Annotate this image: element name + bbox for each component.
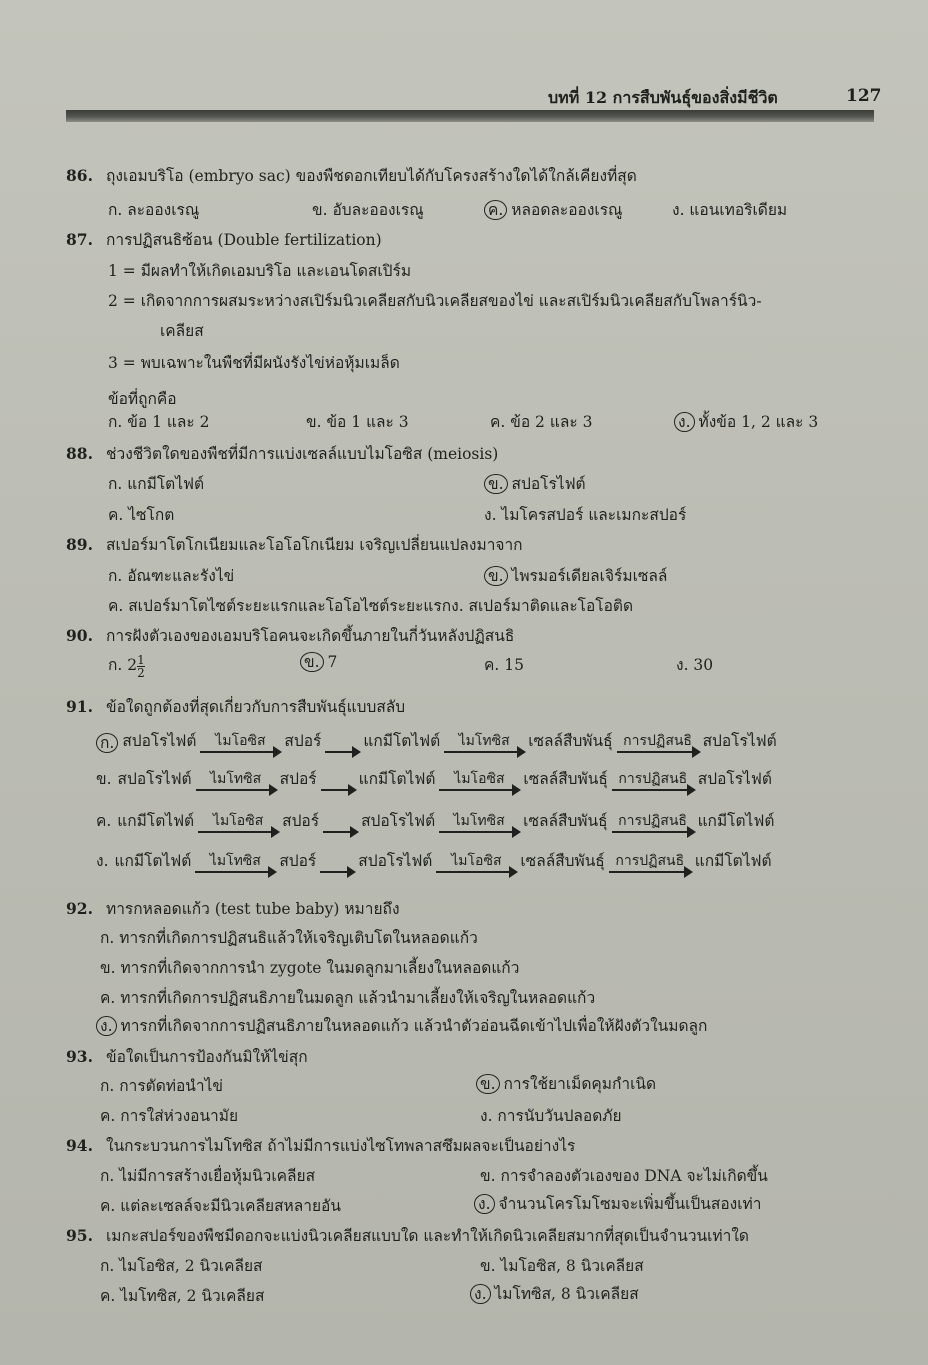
q90-option-a bbox=[108, 652, 145, 679]
q90-option-b bbox=[300, 652, 337, 672]
q87-statement-2-cont: เคลียส bbox=[160, 322, 204, 340]
q91-option-row bbox=[96, 808, 774, 833]
answer-circle: ง. bbox=[96, 1016, 117, 1036]
arrow-shaft bbox=[444, 751, 524, 753]
question-88 bbox=[66, 441, 498, 466]
page-number: 127 bbox=[846, 86, 882, 106]
chapter-title: บทที่ 12 การสืบพันธุ์ของสิ่งมีชีวิต bbox=[548, 88, 778, 107]
question-text: ข้อใดเป็นการป้องกันมิให้ไข่สุก bbox=[106, 1048, 308, 1066]
q88-option-b bbox=[484, 471, 586, 496]
arrow-shaft bbox=[439, 789, 519, 791]
q86-option-a: ก. ละอองเรณู bbox=[108, 201, 200, 219]
flow-arrow bbox=[323, 813, 357, 833]
flow-stage: แกมีโตไฟต์ bbox=[363, 732, 441, 750]
question-text: ในกระบวนการไมโทซิส ถ้าไม่มีการแบ่งไซโทพลาสซึมผลจะเป็นอย่างไร bbox=[106, 1137, 576, 1155]
q90-option-d: ง. 30 bbox=[676, 656, 714, 674]
flow-stage: แกมีโตไฟต์ bbox=[114, 852, 192, 870]
question-number: 93. bbox=[66, 1047, 93, 1066]
flow-arrow bbox=[617, 733, 699, 753]
option-text: การใช้ยาเม็ดคุมกำเนิด bbox=[503, 1075, 657, 1093]
arrow-shaft bbox=[321, 789, 355, 791]
q87-statement-1: 1 = มีผลทำให้เกิดเอมบริโอ และเอนโดสเปิร์ม bbox=[108, 262, 412, 280]
q87-statement-2: 2 = เกิดจากการผสมระหว่างสเปิร์มนิวเคลียสกับนิวเคลียสของไข่ และสเปิร์มนิวเคลียสกับโพลาร์นิว- bbox=[108, 292, 762, 310]
arrow-shaft bbox=[198, 831, 278, 833]
q94-option-d bbox=[474, 1191, 761, 1216]
arrow-shaft bbox=[612, 789, 694, 791]
answer-circle: ข. bbox=[300, 652, 324, 672]
arrow-label: ไมโอซิส bbox=[451, 853, 502, 869]
answer-circle: ง. bbox=[474, 1194, 495, 1214]
flow-stage: เซลล์สืบพันธุ์ bbox=[528, 732, 613, 750]
q94-option-a: ก. ไม่มีการสร้างเยื่อหุ้มนิวเคลียส bbox=[100, 1167, 316, 1185]
q87-option-b: ข. ข้อ 1 และ 3 bbox=[306, 413, 409, 431]
q89-option-a: ก. อัณฑะและรังไข่ bbox=[108, 567, 235, 585]
question-number: 90. bbox=[66, 626, 93, 645]
fraction-denominator: 2 bbox=[137, 665, 145, 680]
flow-arrow bbox=[612, 771, 694, 791]
q95-option-c: ค. ไมโทซิส, 2 นิวเคลียส bbox=[100, 1287, 265, 1305]
flow-stage: แกมีโตไฟต์ bbox=[697, 812, 775, 830]
q87-option-c: ค. ข้อ 2 และ 3 bbox=[490, 413, 593, 431]
arrow-shaft bbox=[200, 751, 280, 753]
q88-option-d: ง. ไมโครสปอร์ และเมกะสปอร์ bbox=[484, 506, 687, 524]
q88-option-a: ก. แกมีโตไฟต์ bbox=[108, 475, 205, 493]
flow-stage: สปอร์ bbox=[279, 852, 317, 870]
q95-option-b: ข. ไมโอซิส, 8 นิวเคลียส bbox=[480, 1257, 644, 1275]
arrow-label: ไมโอซิส bbox=[213, 813, 264, 829]
answer-circle: ก. bbox=[96, 733, 118, 753]
q93-option-d: ง. การนับวันปลอดภัย bbox=[480, 1107, 622, 1125]
arrow-label: การปฏิสนธิ bbox=[615, 853, 685, 869]
option-mark: ข. bbox=[96, 770, 112, 788]
question-number: 87. bbox=[66, 230, 93, 249]
question-text: ทารกหลอดแก้ว (test tube baby) หมายถึง bbox=[106, 900, 400, 918]
option-text: จำนวนโครโมโซมจะเพิ่มขึ้นเป็นสองเท่า bbox=[498, 1195, 762, 1213]
q87-option-a: ก. ข้อ 1 และ 2 bbox=[108, 413, 210, 431]
q92-option-a: ก. ทารกที่เกิดการปฏิสนธิแล้วให้เจริญเติบโตในหลอดแก้ว bbox=[100, 929, 478, 947]
flow-stage: เซลล์สืบพันธุ์ bbox=[520, 852, 605, 870]
q92-option-b: ข. ทารกที่เกิดจากการนำ zygote ในมดลูกมาเลี้ยงในหลอดแก้ว bbox=[100, 959, 520, 977]
answer-circle: ข. bbox=[484, 474, 508, 494]
flow-stage: สปอโรไฟต์ bbox=[117, 770, 192, 788]
question-93 bbox=[66, 1044, 308, 1069]
option-text: ทั้งข้อ 1, 2 และ 3 bbox=[698, 413, 819, 431]
flow-arrow bbox=[200, 733, 280, 753]
question-text: การปฏิสนธิซ้อน (Double fertilization) bbox=[106, 231, 382, 249]
flow-arrow bbox=[444, 733, 524, 753]
q91-option-row bbox=[96, 766, 772, 791]
arrow-label: การปฏิสนธิ bbox=[618, 813, 687, 829]
q94-option-b: ข. การจำลองตัวเองของ DNA จะไม่เกิดขึ้น bbox=[480, 1167, 768, 1185]
flow-arrow bbox=[612, 813, 694, 833]
answer-circle: ข. bbox=[484, 566, 508, 586]
flow-arrow bbox=[195, 853, 275, 873]
question-text: ข้อใดถูกต้องที่สุดเกี่ยวกับการสืบพันธุ์แบบสลับ bbox=[106, 698, 406, 716]
arrow-label: การปฏิสนธิ bbox=[618, 771, 688, 787]
question-number: 91. bbox=[66, 697, 93, 716]
arrow-shaft bbox=[612, 831, 694, 833]
option-text: ไพรมอร์เดียลเจิร์มเซลล์ bbox=[511, 567, 668, 585]
flow-stage: สปอร์ bbox=[279, 770, 317, 788]
header-rule bbox=[66, 110, 874, 122]
q95-option-d bbox=[470, 1281, 639, 1306]
arrow-label: ไมโทซิส bbox=[453, 813, 505, 829]
q90-option-c: ค. 15 bbox=[484, 656, 524, 674]
question-91 bbox=[66, 694, 405, 719]
q94-option-c: ค. แต่ละเซลล์จะมีนิวเคลียสหลายอัน bbox=[100, 1197, 341, 1215]
question-number: 94. bbox=[66, 1136, 93, 1155]
arrow-label: ไมโทซิส bbox=[458, 733, 510, 749]
flow-stage: สปอโรไฟต์ bbox=[697, 770, 772, 788]
option-mark: ค. bbox=[96, 812, 112, 830]
q86-option-c bbox=[484, 197, 622, 222]
question-89 bbox=[66, 532, 523, 557]
option-text: 7 bbox=[327, 653, 338, 671]
q91-option-row bbox=[96, 848, 772, 873]
q89-option-c-d: ค. สเปอร์มาโตไซต์ระยะแรกและโอโอไซต์ระยะแรกง. สเปอร์มาติดและโอโอติด bbox=[108, 597, 634, 615]
q93-option-a: ก. การตัดท่อนำไข่ bbox=[100, 1077, 224, 1095]
flow-stage: สปอโรไฟต์ bbox=[358, 852, 433, 870]
q88-option-c: ค. ไซโกต bbox=[108, 506, 175, 524]
q87-option-d bbox=[674, 409, 818, 434]
arrow-label: ไมโทซิส bbox=[210, 771, 262, 787]
answer-circle: ง. bbox=[674, 412, 695, 432]
q87-statement-3: 3 = พบเฉพาะในพืชที่มีผนังรังไข่ห่อหุ้มเมล็ด bbox=[108, 354, 400, 372]
arrow-shaft bbox=[325, 751, 359, 753]
question-87 bbox=[66, 227, 382, 252]
question-number: 92. bbox=[66, 899, 93, 918]
question-92 bbox=[66, 896, 400, 921]
option-text: หลอดละอองเรณู bbox=[511, 201, 623, 219]
arrow-label: ไมโอซิส bbox=[454, 771, 505, 787]
flow-arrow bbox=[439, 771, 519, 791]
question-95 bbox=[66, 1223, 749, 1248]
q87-prompt: ข้อที่ถูกคือ bbox=[108, 390, 177, 408]
flow-stage: สปอร์ bbox=[282, 812, 320, 830]
arrow-shaft bbox=[195, 871, 275, 873]
q92-option-d bbox=[96, 1013, 707, 1038]
question-number: 88. bbox=[66, 444, 93, 463]
arrow-shaft bbox=[439, 831, 519, 833]
arrow-shaft bbox=[617, 751, 699, 753]
flow-arrow bbox=[439, 813, 519, 833]
flow-arrow bbox=[198, 813, 278, 833]
arrow-label: ไมโทซิส bbox=[209, 853, 261, 869]
question-number: 89. bbox=[66, 535, 93, 554]
q86-option-b: ข. อับละอองเรณู bbox=[312, 201, 424, 219]
question-86 bbox=[66, 163, 637, 188]
flow-stage: เซลล์สืบพันธุ์ bbox=[523, 812, 608, 830]
flow-stage: สปอโรไฟต์ bbox=[702, 732, 777, 750]
arrow-shaft bbox=[323, 831, 357, 833]
q89-option-b bbox=[484, 563, 667, 588]
answer-circle: ข. bbox=[476, 1074, 500, 1094]
question-text: การฝังตัวเองของเอมบริโอคนจะเกิดขึ้นภายในกี่วันหลังปฏิสนธิ bbox=[106, 627, 515, 645]
option-text: ทารกที่เกิดจากการปฏิสนธิภายในหลอดแก้ว แล้วนำตัวอ่อนฉีดเข้าไปเพื่อให้ฝังตัวในมดลูก bbox=[120, 1017, 708, 1035]
fraction-numerator: 1 bbox=[137, 652, 145, 667]
q86-option-d: ง. แอนเทอริเดียม bbox=[672, 201, 788, 219]
question-text: สเปอร์มาโตโกเนียมและโอโอโกเนียม เจริญเปลี่ยนแปลงมาจาก bbox=[106, 536, 523, 554]
flow-arrow bbox=[325, 733, 359, 753]
question-90 bbox=[66, 623, 514, 648]
arrow-shaft bbox=[320, 871, 354, 873]
flow-arrow bbox=[321, 771, 355, 791]
flow-arrow bbox=[320, 853, 354, 873]
option-text: ก. 2 bbox=[108, 656, 138, 674]
question-text: ถุงเอมบริโอ (embryo sac) ของพืชดอกเทียบได้กับโครงสร้างใดได้ใกล้เคียงที่สุด bbox=[106, 167, 637, 185]
q93-option-b bbox=[476, 1071, 656, 1096]
arrow-shaft bbox=[609, 871, 691, 873]
flow-stage: สปอโรไฟต์ bbox=[361, 812, 436, 830]
flow-stage: แกมีโตไฟต์ bbox=[694, 852, 772, 870]
running-header bbox=[0, 86, 880, 110]
q91-option-row bbox=[96, 728, 777, 753]
q95-option-a: ก. ไมโอซิส, 2 นิวเคลียส bbox=[100, 1257, 263, 1275]
flow-arrow bbox=[196, 771, 276, 791]
arrow-label: การปฏิสนธิ bbox=[623, 733, 692, 749]
flow-stage: เซลล์สืบพันธุ์ bbox=[523, 770, 608, 788]
question-number: 95. bbox=[66, 1226, 93, 1245]
flow-stage: สปอร์ bbox=[284, 732, 322, 750]
question-94 bbox=[66, 1133, 575, 1158]
option-mark: ง. bbox=[96, 852, 109, 870]
question-text: ช่วงชีวิตใดของพืชที่มีการแบ่งเซลล์แบบไมโอซิส (meiosis) bbox=[106, 445, 499, 463]
flow-stage: แกมีโตไฟต์ bbox=[117, 812, 195, 830]
flow-stage: แกมีโตไฟต์ bbox=[358, 770, 436, 788]
flow-arrow bbox=[609, 853, 691, 873]
question-number: 86. bbox=[66, 166, 93, 185]
answer-circle: ง. bbox=[470, 1284, 491, 1304]
question-text: เมกะสปอร์ของพืชมีดอกจะแบ่งนิวเคลียสแบบใด และทำให้เกิดนิวเคลียสมากที่สุดเป็นจำนวนเท่าใด bbox=[106, 1227, 749, 1245]
fraction bbox=[137, 654, 145, 679]
arrow-label: ไมโอซิส bbox=[215, 733, 266, 749]
flow-stage: สปอโรไฟต์ bbox=[122, 732, 197, 750]
arrow-shaft bbox=[436, 871, 516, 873]
flow-arrow bbox=[436, 853, 516, 873]
option-text: ไมโทซิส, 8 นิวเคลียส bbox=[494, 1285, 639, 1303]
arrow-shaft bbox=[196, 789, 276, 791]
q93-option-c: ค. การใส่ห่วงอนามัย bbox=[100, 1107, 239, 1125]
q92-option-c: ค. ทารกที่เกิดการปฏิสนธิภายในมดลูก แล้วนำมาเลี้ยงให้เจริญในหลอดแก้ว bbox=[100, 989, 596, 1007]
answer-circle: ค. bbox=[484, 200, 507, 220]
option-text: สปอโรไฟต์ bbox=[511, 475, 586, 493]
